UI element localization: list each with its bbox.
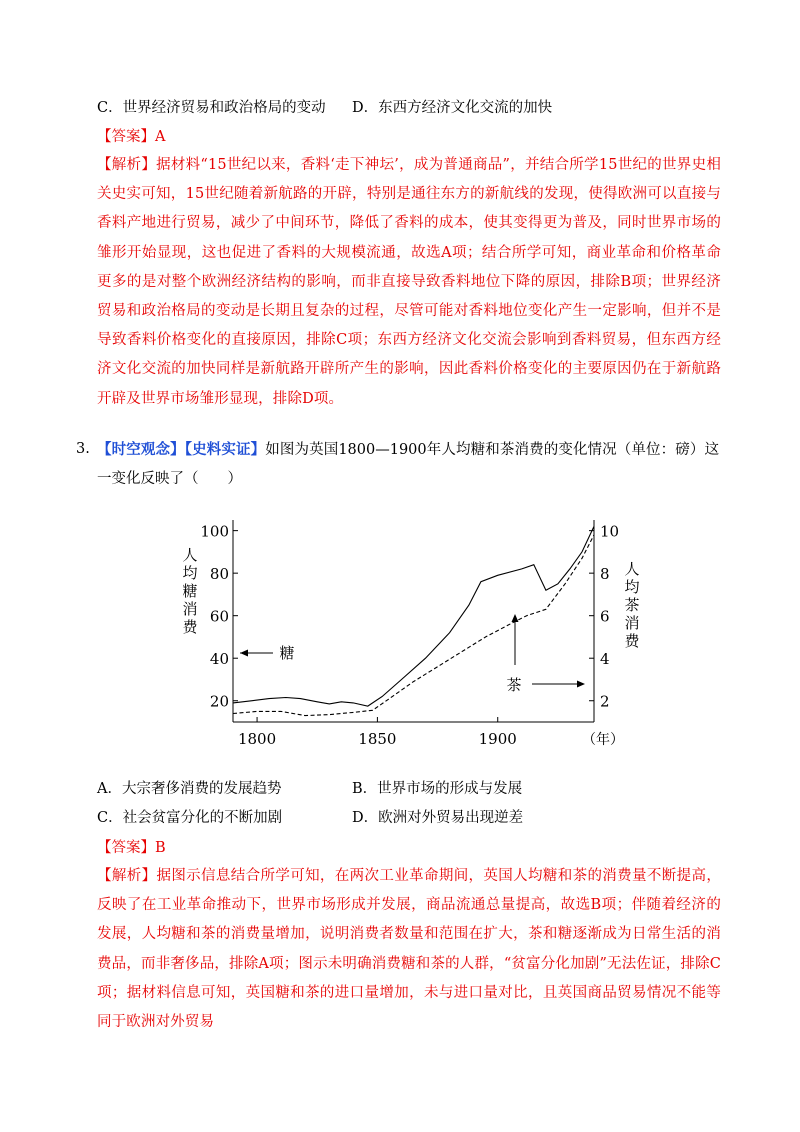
q2-option-d: D．东西方经济文化交流的加快: [352, 100, 553, 116]
left-tick-label: 60: [209, 607, 229, 626]
tea-annotation: 茶: [506, 676, 522, 694]
q2-analysis-label: 【解析】: [97, 157, 157, 173]
x-unit-label: （年）: [582, 732, 624, 748]
q3-tag-evidence: 【史料实证】: [184, 441, 266, 458]
right-tick-label: 4: [600, 650, 610, 669]
q3-analysis: [97, 862, 721, 1037]
q3-tag-spacetime: 【时空观念】: [97, 441, 185, 458]
left-tick-label: 40: [209, 650, 229, 669]
sugar-series-line: [233, 526, 594, 706]
q3-number: 3.: [76, 441, 90, 457]
left-axis-label: 人均糖消费: [182, 546, 198, 636]
q2-answer-label: 【答案】: [97, 129, 155, 145]
q3-stem-text: 如图为英国1800—1900年人均糖和茶消费的变化情况（单位：磅）这一变化反映了（ ）: [97, 442, 720, 487]
right-axis-label: 人均茶消费: [624, 560, 640, 650]
left-tick-label: 80: [209, 565, 229, 584]
tea-arrowhead: [577, 681, 585, 688]
q3-answer-value: B: [155, 840, 166, 856]
q3-stem: [97, 435, 719, 494]
q3-option-d: D．欧洲对外贸易出现逆差: [352, 810, 524, 826]
right-tick-label: 6: [600, 607, 610, 626]
tea-up-arrowhead: [512, 614, 519, 622]
sugar-annotation: 糖: [279, 644, 295, 662]
q2-analysis: [97, 151, 721, 414]
q3-option-c: C．社会贫富分化的不断加剧: [97, 810, 283, 826]
q2-analysis-text: 据材料“15世纪以来，香料‘走下神坛’，成为普通商品”，并结合所学15世纪的世界史相关史实可知，15世纪随着新航路的开辟，特别是通往东方的新航线的发现，使得欧洲可以直接与香料产地进行贸易，减少了中间环节，降低了香料的成本，使其变得更为普及，同时世界市场的雏形开始显现，这也促进了香料的大规模流通，故选A项；结合所学可知，商业革命和价格革命更多的是对整个欧洲经济结构的影响，而非直接导致香料地位下降的原因，排除B项；世界经济贸易和政治格局的变动是长期且复杂的过程，尽管可能对香料地位变化产生一定影响，但并不是导致香料价格变化的直接原因，排除C项；东西方经济文化交流会影响到香料贸易，但东西方经济文化交流的加快同样是新航路开辟所产生的影响，因此香料价格变化的主要原因仍在于新航路开辟及世界市场雏形显现，排除D项。: [97, 157, 721, 407]
q3-analysis-text: 据图示信息结合所学可知，在两次工业革命期间，英国人均糖和茶的消费量不断提高，反映了在工业革命推动下，世界市场形成并发展，商品流通总量提高，故选B项；伴随着经济的发展，人均糖和茶的消费量增加，说明消费者数量和范围在扩大，茶和糖逐渐成为日常生活的消费品，而非奢侈品，排除A项；图示未明确消费糖和茶的人群，“贫富分化加剧”无法佐证，排除C项；据材料信息可知，英国糖和茶的进口量增加，未与进口量对比，且英国商品贸易情况不能等同于欧洲对外贸易: [97, 868, 721, 1031]
left-tick-label: 100: [200, 522, 229, 541]
q3-option-a: A．大宗奢侈消费的发展趋势: [97, 781, 282, 797]
q2-answer-value: A: [155, 129, 166, 145]
x-tick-label: 1800: [237, 730, 277, 748]
sugar-arrowhead: [240, 650, 248, 657]
q2-option-c: C．世界经济贸易和政治格局的变动: [97, 100, 326, 116]
q3-answer-label: 【答案】: [97, 840, 155, 856]
x-tick-label: 1850: [358, 730, 397, 748]
left-tick-label: 20: [209, 692, 229, 711]
q3-answer: [97, 838, 166, 858]
x-tick-label: 1900: [478, 730, 517, 748]
sugar-tea-chart: [0, 500, 800, 760]
q3-option-b: B．世界市场的形成与发展: [352, 781, 523, 797]
tea-series-line: [233, 535, 594, 716]
q2-answer: [97, 127, 165, 147]
q3-analysis-label: 【解析】: [97, 868, 157, 884]
right-tick-label: 8: [600, 565, 610, 584]
right-tick-label: 10: [600, 522, 620, 541]
right-tick-label: 2: [600, 692, 610, 711]
